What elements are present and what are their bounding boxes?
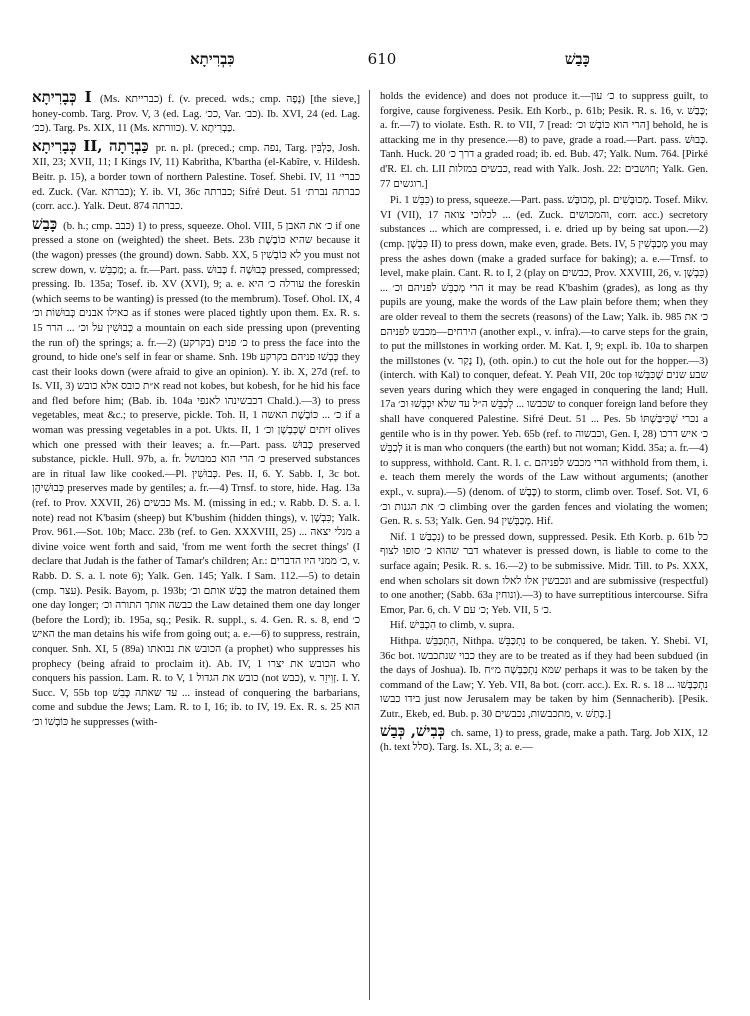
entry-piel [380, 194, 708, 530]
entry-body: (b. h.; cmp. כבב) 1) to press, squeeze. Ohol. VIII, 5 כ׳ את האבן if one pressed a stone on (weighted) the sheet. Bets. 23b שהיא כּוֹבֶשֶׁת because it (the wagon) presses (the ground) down. Sabb. XX, 5 לא כּוֹבְשִׁין you must not screw down, v. מַכְבֵּשׁ; a. fr.—Part. pass. כָּבוּשׁ f. כְּבוּשָׁה pressed, compressed; pressing. Ib. 135a; Tosef. ib. XV (XVI), 9; a. e. עורלה כ׳ היא the foreskin (which seems to be wanting) is pressed (to the membrum). Tosef. Ohol. IX, 4 כאילו אבנים כְּבוּשׁוֹת וכ׳ as if stones were placed tightly upon them. Ex. R. s. 15 כְּבוּשִׁין על וכ׳ ... הרר a mountain on each side pressing upon (preventing the run of) the springs; a. fr.—2) כ׳ פנים (בקרקע) to press the face into the ground, to hide one's self in fear or shame. Snh. 19b כָּבְשׁוּ פניהם בקרקע they cast their looks down (were afraid to give an opinion). Y. ib. X, 27d (ref. to Is. VII, 3) א״ת כובס אלא כובש read not kobes, but kobesh, for he hid his face and fled before him; (Bab. ib. 104a דכבשינהו לאנפי Chald.).—3) to press vegetables, meat &c.; to preserve, pickle. Toh. II, 1 כ׳ ... כּוֹבֶשֶׁת האשה if a woman was pressing vegetables in a pot. Ukts. II, 1 זיתים שֶׁכְּבָשָׁן וכ׳ olives which one pressed with their leaves; a. fr.—Part. pass. כָּבוּשׁ preserved substance, pickle. Hull. 97b, a. fr. כ׳ הרי הוא כמבושל preserved substances are in ritual law like cooked.—Pl. כְּבוּשִׁין. Pes. II, 6. Y. Sabb. I, 3c bot. כְּבוּשִׁיהֶן preserves made by gentiles; a. fr.—4) Trnsf. to store, hide. Hag. 13a (ref. to Prov. XXVII, 26) כבשים Ms. M. (missing in ed.; v. Rabb. D. S. a. l. note) read not K'basim (sheep) but K'bushim (hidden things), v. כִּבְשָׁן; Yalk. Prov. 961.—Sot. 10b; Macc. 23b (ref. to Gen. XXXVIII, 25) ... מנלי יצאה a divine voice went forth and said, 'from me went forth the secret things' (I declare that Judah is the father of Tamar's children; Ar.: כ׳ ממני היו הדברים, v. Rabb. D. S. a. l. note 6); Yalk. Gen. 145; Yalk. I Sam. 112.—5) to detain (cmp. עצר). Pesik. Bayom, p. 193b; כָּבַשׁ אותם וכ׳ the matron detained them one day longer; כבשה אותך התורה וכ׳ the Law detained them one day longer (before the Lord); ib. 195a, sq.; Pesik. R. suppl., s. 4. Gen. R. s. 8, end כ׳ האיש the man detains his wife from going out; a. e.—6) to suppress, restrain, conquer. Snh. XI, 5 (89a) הכובש את נבואתו (a prophet) who suppresses his prophecy (being afraid to proclaim it). Ab. IV, 1 הכובש את יצרו who conquers his passion. Lam. R. to V, 1 כובש את הגדול (not כבש), v. זְוִיזֵר. I. Y. Succ. V, 55b top עד שאתה כָּבִשׁ ... instead of conquering the barbarians, come and subdue the Jews; Lam. R. to I, 16; ib. to IV, 19. Ex. R. s. 25 הוא כּוֹבְשׁוֹ וכ׳ he suppresses (with- [32, 220, 360, 728]
headword: כָּבַשׁ [32, 214, 58, 233]
headword: כְּבָרִיתָא II, כַּבְרָתָה [32, 136, 149, 155]
right-column [380, 90, 708, 998]
entry-kebaritha-1 [32, 90, 360, 137]
header-left-guide-word: כִּבְרִיתָא [190, 50, 235, 68]
headword: כְּבִישׁ, כְּבַשׁ [380, 721, 446, 740]
entry-body: holds the evidence) and does not produce it.—כ׳ עון to suppress guilt, to forgive, cause forgiveness. Pesik. Eth Korb., p. 61b; Pesik. R. s. 16, v. כָּבַשׁ; a. fr.—7) to violate. Esth. R. to VII, 7 [read: הרי הוא כּוֹבְשׁ וכ׳] behold, he is attacking me in thy presence.—8) to pave, grade a road.—Part. pass. כָּבוּשׁ. Tanh. Huck. 20 דרך כ׳ a graded road; ib. ed. Bub. 47; Yalk. Num. 764. [Pirké d'R. El. ch. LII כבשים במזלות, read with Yalk. Josh. 22: חושבים; Yalk. Gen. 77 רוגשים.] [380, 91, 708, 190]
running-header [40, 48, 710, 76]
entry-hithpael [380, 635, 708, 723]
header-right-guide-word: כָּבַשׁ [564, 50, 590, 68]
entry-body: Hithpa. הִתְכַּבֵּשׁ, Nithpa. נִתְכַּבֵּשׁ to be conquered, be taken. Y. Shebi. VI, 36c bot. כבוי שנתכבשו they are to be treated as if they had been subdued (in the days of Joshua). Ib. שמא נִתְכַּבְּשָׁה מ״ח perhaps it was to be taken by the command of the Law; Y. Yeb. VII, 8a bot. (corr. acc.). Ex. R. s. 18 ... נִתְכַּבְּשׁוּ בידו כבשו just now Jerusalem may be taken by him (Sennacherib). [Pesik. Zutr., Ekeb, ed. Bub. p. 30 מתכבשות, נכבשים, v. כָּתַשׁ.] [380, 635, 708, 720]
entry-hifil [380, 619, 708, 634]
entry-body: Hif. הִכְבִּישׁ to climb, v. supra. [390, 620, 515, 632]
entry-body: pr. n. pl. (preced.; cmp. נפה, Targ. כַּלְבִּין, Josh. XII, 23; XVII, 11; I Kings IV, 11) Kabritha, K'bartha (el-Kabîre, v. Hildesh. Beitr. p. 15), a border town of northern Palestine. Tosef. Shebi. IV, 11 כברי׳ ed. Zuck. (Var. כברתא); Y. ib. VI, 36c כברתה; Sifré Deut. 51 כברתה נברת׳ (corr. acc.). Yalk. Deut. 874 כברתה. [32, 142, 360, 213]
entry-body: (Ms. כברייתא) f. (v. preced. wds.; cmp. נָפָה) [the sieve,] honey-comb. Targ. Prov. V, 3 (ed. Lag. ככ׳, Var. כב׳). Ib. XVI, 24 (ed. Lag. ככ׳). Targ. Ps. XIX, 11 (Ms. כוורתא). V. כַּבְרִיתָא. [32, 94, 360, 135]
column-divider [369, 90, 370, 1000]
entry-continuation [380, 90, 708, 192]
entry-kebish [380, 721, 708, 756]
entry-kebaritha-2 [32, 136, 360, 215]
entry-body: Pi. כִּבֵּשׁ 1) to press, squeeze.—Part. pass. מְכוּבָּשׁ, pl. מְכוּבָּשִׁים. Tosef. Mikv. VI (VII), 17 לכלוכי צואה ... (ed. Zuck. והמכושים, corr. acc.) secretory substances ... which are compressed, i. e. dried up by being sat upon.—2) (cmp. כִּבְשָׁן II) to press down, make even, grade. Bets. IV, 5 מְכַבְּשִׁין you may press the ashes down (make a graded surface for baking); a. e.—Trnsf. to level, make plain. Cant. R. to I, 2 (play on כבשים, Prov. XXVIII, 26, v. כִּבְשָׁן) ... הרי מְכַבֵּשׁ לפניהם וכ׳ it may be read K'bashim (grades), as long as thy pupils are young, make the words of the Law plain before them; when they are older reveal to them the secrets (reasons) of the Law; Yalk. ib. 985 כ׳ את הירחים—מכבש לפניהם (another expl., v. infra).—to carve steps for the grain, to put the millstones in working order. M. Kat. I, 9; expl. ib. 10a to sharpen the millstones (v. נָקַר I), (oth. opin.) to cut the hole out for the hopper.—3) (interch. with Kal) to conquer, defeat. Y. Peah VII, 20c top שבע שנים שֶׁכִּבְּשׁוּ seven years during which they were engaged in conquering the land; Hull. 17a שכבשו ... לְכַבֵּשׁ ה״ל עד שלא יִכְבְּשׁוּ וכ׳ to conquer foreign land before they shall have conquered Palestine. Sifré Deut. 51 ... Pes. 5b נכרי שֶׁכִּיבַּשְׁתּוֹ a gentile who is in thy power. Yeb. 65b (ref. to וכבשוה, Gen. I, 28) כ׳ איש דרכו לְכַבֵּשׁ it is man who conquers (the earth) but not woman; Kidd. 35a; a. fr.—4) to suppress, withhold. Cant. R. l. c. הרי מכבש לפניהם withhold from them, i. e. teach them merely the words of the Law without arguments; (another expl., v. supra).—5) (denom. of כֶּבֶשׁ) to storm, climb over. Tosef. Sot. VI, 6 כ׳ את הגנות וכ׳ climbing over the garden fences and violating the women; Gen. R. s. 53; Yalk. Gen. 94 מְכַבְּשִׁין. Hif. [380, 195, 708, 528]
page-number: 610 [367, 50, 397, 68]
entry-kabash [32, 214, 360, 731]
entry-body: Nif. נִכְבַּשׁ 1) to be pressed down, suppressed. Pesik. Eth Korb. p. 61b כל דבר שהוא כ׳ סופו לצוף whatever is pressed down, is liable to come to the surface again; Pesik. R. s. 16.—2) to be submissive. Midr. Till. to Ps. XXX, end when scholars sit down ונכבשין אלו לאלו and are submissive (respectful) to one another; (Sabb. 63a ונוחין).—3) to have surreptitious intercourse. Sifra Emor, Par. 6, ch. V כ׳ עם; Yeb. VII, 5 כ׳. [380, 531, 708, 616]
headword: כְּבָרִיתָא I [32, 90, 92, 106]
left-column [32, 90, 360, 998]
entry-nifal [380, 531, 708, 619]
entry-body: ch. same, 1) to press, grade, make a path. Targ. Job XIX, 12 (h. text סלל). Targ. Is. XL, 3; a. e.— [380, 727, 708, 754]
